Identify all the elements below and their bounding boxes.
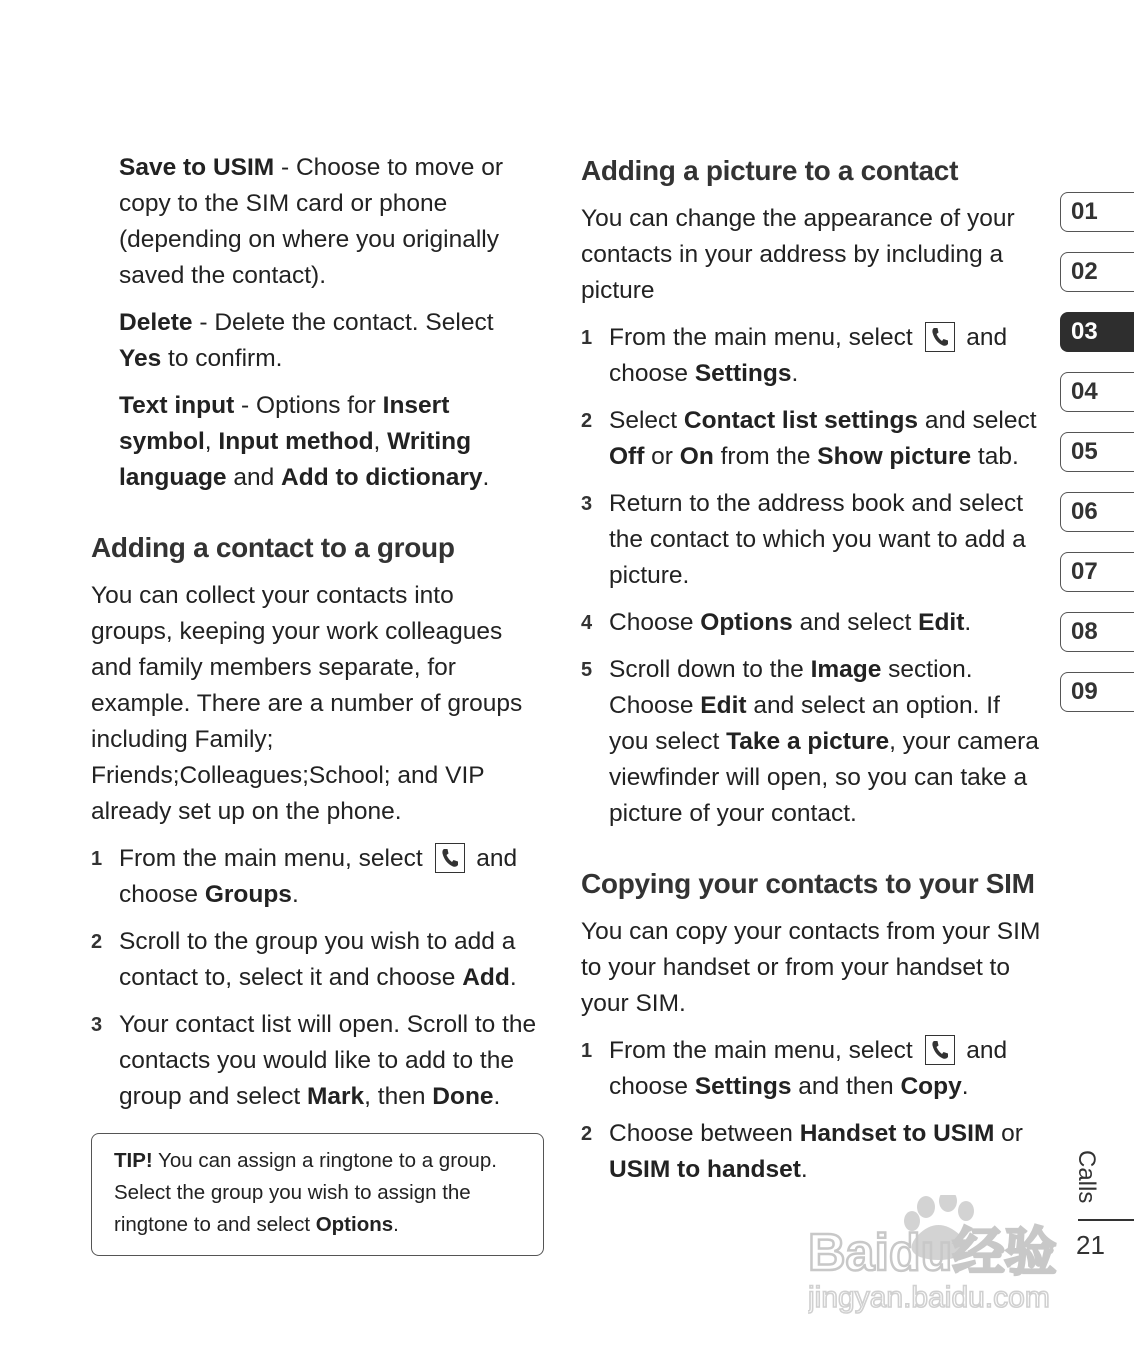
option-text: - Delete the contact. Select	[192, 309, 494, 336]
step-text-part: .	[493, 1083, 501, 1110]
step-bold: Take a picture	[726, 728, 890, 755]
step-bold: USIM to handset	[609, 1156, 801, 1183]
step-bold: Settings	[694, 360, 792, 387]
heading-adding-picture-to-contact: Adding a picture to a contact	[581, 155, 959, 186]
chapter-tab-06[interactable]: 06	[1060, 492, 1134, 532]
tip-body: .	[393, 1213, 399, 1236]
step-text-part: Choose	[609, 609, 701, 636]
step-text	[609, 605, 1041, 641]
baidu-watermark	[808, 1195, 1068, 1315]
step-number: 1	[91, 848, 103, 870]
step-number: 1	[581, 327, 593, 349]
step-bold: Off	[609, 443, 645, 470]
step-bold: Edit	[700, 692, 747, 719]
step-text-part: from the	[713, 443, 818, 470]
step-number: 2	[581, 1123, 593, 1145]
step-text-part: and choose	[119, 845, 518, 908]
group-step-1	[91, 841, 541, 913]
step-number: 2	[91, 931, 103, 953]
step-text-part: , then	[364, 1083, 433, 1110]
picture-intro: You can change the appearance of your contacts in your address by including a picture	[581, 205, 1015, 304]
step-text-part: Choose between	[609, 1120, 800, 1147]
option-text-input	[91, 388, 541, 496]
chapter-tab-02[interactable]: 02	[1060, 252, 1134, 292]
step-text	[609, 1033, 1041, 1105]
chapter-tab-07[interactable]: 07	[1060, 552, 1134, 592]
step-bold: Show picture	[817, 443, 972, 470]
step-text-part: .	[791, 360, 799, 387]
step-text	[609, 652, 1041, 832]
option-bold: Yes	[119, 345, 162, 372]
group-step-3	[91, 1007, 541, 1115]
step-text-part: .	[291, 881, 299, 908]
step-text-part: .	[800, 1156, 808, 1183]
option-bold: Add to dictionary	[281, 464, 483, 491]
step-bold: Contact list settings	[683, 407, 919, 434]
footer-divider	[1078, 1219, 1134, 1221]
picture-step-4	[581, 605, 1041, 641]
step-text-part: Scroll to the group you wish to add a contact to, select it and choose	[119, 928, 516, 991]
option-bold: Insert symbol	[119, 392, 450, 455]
right-column	[581, 153, 1041, 1199]
step-text-part: From the main menu, select	[609, 324, 920, 351]
option-label: Save to USIM	[119, 154, 275, 181]
step-text	[119, 841, 541, 913]
section-label	[1068, 1150, 1108, 1210]
tip-box	[91, 1133, 544, 1256]
step-text	[609, 320, 1041, 392]
phone-handset-icon	[925, 1035, 955, 1065]
left-column	[91, 150, 541, 1256]
group-step-2	[91, 924, 541, 996]
step-text-part: From the main menu, select	[609, 1037, 920, 1064]
step-text	[609, 403, 1041, 475]
step-text-part: Select	[609, 407, 684, 434]
option-text: - Choose to move or copy to the SIM card or phone (depending on where you originally saved the contact).	[119, 154, 503, 289]
option-save-to-usim	[91, 150, 541, 294]
option-bold: Writing language	[119, 428, 472, 491]
heading-copying-contacts-to-sim: Copying your contacts to your SIM	[581, 868, 1035, 899]
step-text-part: or	[644, 443, 680, 470]
phone-handset-icon	[435, 843, 465, 873]
watermark-url-text: jingyan.baidu.com	[808, 1281, 1050, 1314]
step-text-part: Scroll down to the	[609, 656, 811, 683]
chapter-tabs	[1060, 192, 1134, 732]
step-bold: On	[679, 443, 714, 470]
step-text-part: .	[961, 1073, 969, 1100]
tip-text	[114, 1145, 523, 1241]
step-number: 3	[581, 493, 593, 515]
page-number: 21	[1076, 1230, 1105, 1260]
step-bold: Mark	[306, 1083, 365, 1110]
baidu-paw-logo-icon	[808, 1195, 1068, 1315]
copy-step-1	[581, 1033, 1041, 1105]
step-text-part: .	[964, 609, 972, 636]
chapter-tab-05[interactable]: 05	[1060, 432, 1134, 472]
step-number: 5	[581, 659, 593, 681]
picture-step-5	[581, 652, 1041, 832]
step-bold: Copy	[900, 1073, 962, 1100]
step-text-part: and choose	[609, 1037, 1008, 1100]
step-text	[119, 924, 541, 996]
tip-label: TIP!	[114, 1149, 153, 1172]
option-text: .	[482, 464, 490, 491]
step-bold: Add	[462, 964, 510, 991]
step-text-part: .	[509, 964, 517, 991]
chapter-tab-04[interactable]: 04	[1060, 372, 1134, 412]
step-text-part: or	[994, 1120, 1023, 1147]
step-bold: Done	[432, 1083, 494, 1110]
chapter-tab-01[interactable]: 01	[1060, 192, 1134, 232]
phone-handset-icon	[925, 322, 955, 352]
step-bold: Edit	[918, 609, 965, 636]
section-label-text: Calls	[1073, 1150, 1100, 1204]
step-text-part: Your contact list will open. Scroll to the contacts you would like to add to the group and select	[119, 1011, 537, 1110]
tip-body: You can assign a ringtone to a group. Select the group you wish to assign the ringtone to and select	[114, 1149, 497, 1236]
option-label: Delete	[119, 309, 193, 336]
option-delete	[91, 305, 541, 377]
chapter-tab-03[interactable]: 03	[1060, 312, 1134, 352]
step-bold: Options	[700, 609, 793, 636]
step-bold: Image	[810, 656, 882, 683]
step-text-part: and then	[791, 1073, 901, 1100]
step-text-part: and select	[792, 609, 919, 636]
step-number: 1	[581, 1040, 593, 1062]
picture-step-2	[581, 403, 1041, 475]
step-number: 4	[581, 612, 593, 634]
group-intro: You can collect your contacts into groups, keeping your work colleagues and family members separate, for example. There are a number of groups including Family; Friends;Colleagues;School; and VIP already set up on the phone.	[91, 582, 523, 825]
option-text: to confirm.	[161, 345, 283, 372]
step-text-part: section. Choose	[609, 656, 973, 719]
step-text-part: , your camera viewfinder will open, so you can take a picture of your contact.	[609, 728, 1039, 827]
step-text	[609, 1116, 1041, 1188]
step-bold: Settings	[694, 1073, 792, 1100]
watermark-logo-text: Baidu经验	[808, 1224, 1057, 1282]
option-text: and	[226, 464, 282, 491]
step-number: 2	[581, 410, 593, 432]
option-text: - Options for	[234, 392, 383, 419]
option-text: ,	[373, 428, 388, 455]
step-number: 3	[91, 1014, 103, 1036]
option-bold: Input method	[218, 428, 374, 455]
step-text-part: and select an option. If you select	[609, 692, 1000, 755]
heading-adding-contact-to-group: Adding a contact to a group	[91, 532, 455, 563]
step-text-part: and select	[918, 407, 1037, 434]
step-text-part: From the main menu, select	[119, 845, 430, 872]
chapter-tab-09[interactable]: 09	[1060, 672, 1134, 712]
option-label: Text input	[119, 392, 235, 419]
chapter-tab-08[interactable]: 08	[1060, 612, 1134, 652]
copy-step-2	[581, 1116, 1041, 1188]
step-text: Return to the address book and select the contact to which you want to add a picture.	[609, 490, 1026, 589]
step-text-part: and choose	[609, 324, 1008, 387]
option-text: ,	[204, 428, 219, 455]
step-bold: Handset to USIM	[799, 1120, 995, 1147]
picture-step-1	[581, 320, 1041, 392]
step-bold: Groups	[204, 881, 292, 908]
copy-intro: You can copy your contacts from your SIM to your handset or from your handset to your SIM.	[581, 918, 1041, 1017]
tip-bold: Options	[315, 1213, 394, 1236]
step-text-part: tab.	[971, 443, 1019, 470]
step-text	[119, 1007, 541, 1115]
picture-step-3	[581, 486, 1041, 594]
